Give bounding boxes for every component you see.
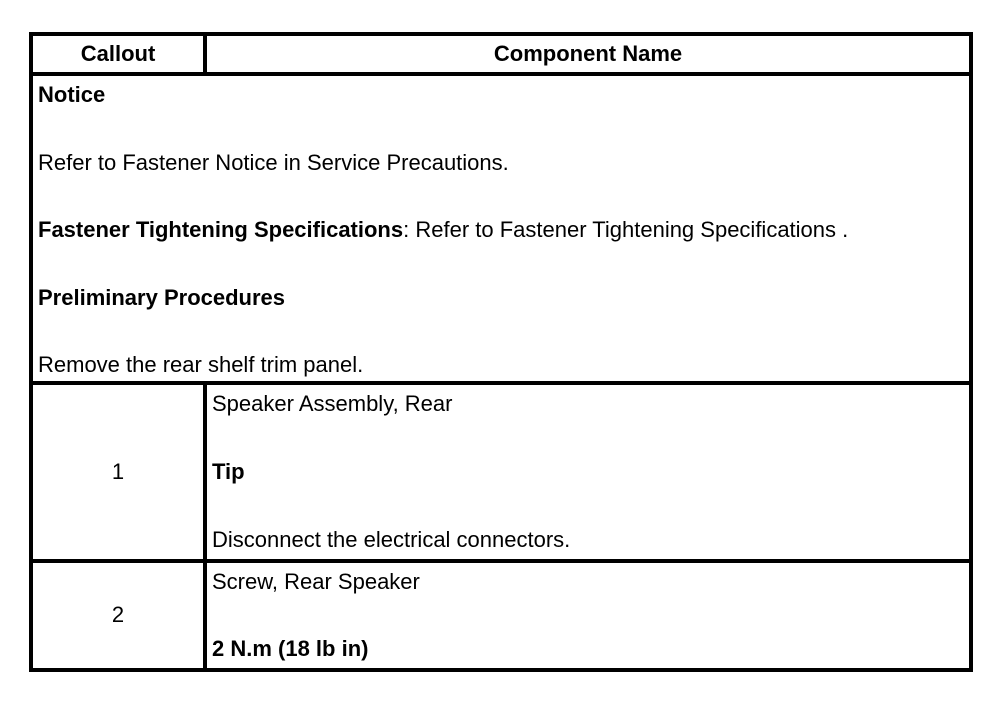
callout-number: 2 bbox=[31, 561, 205, 671]
tip-text: Disconnect the electrical connectors. bbox=[212, 526, 571, 552]
component-cell bbox=[205, 561, 971, 671]
fastener-spec-colon: : bbox=[403, 217, 410, 243]
tip-label: Tip bbox=[212, 458, 245, 484]
fastener-spec-line bbox=[38, 211, 969, 279]
preliminary-title: Preliminary Procedures bbox=[38, 284, 286, 310]
table-row bbox=[31, 561, 971, 671]
component-cell bbox=[205, 383, 971, 560]
component-table bbox=[29, 32, 973, 672]
component-name: Speaker Assembly, Rear bbox=[212, 391, 453, 417]
table-row bbox=[31, 383, 971, 560]
preliminary-text: Remove the rear shelf trim panel. bbox=[38, 352, 364, 378]
notice-cell bbox=[31, 74, 971, 383]
header-row bbox=[31, 34, 971, 74]
notice-refer-text: Refer to Fastener Notice in Service Precautions. bbox=[38, 149, 509, 175]
component-name-header: Component Name bbox=[205, 34, 971, 74]
notice-title: Notice bbox=[38, 82, 106, 107]
callout-number: 1 bbox=[31, 383, 205, 560]
fastener-spec-label: Fastener Tightening Specifications bbox=[38, 217, 404, 243]
notice-row bbox=[31, 74, 971, 383]
fastener-spec-text: Refer to Fastener Tightening Specifications . bbox=[409, 217, 849, 243]
torque-spec: 2 N.m (18 lb in) bbox=[212, 636, 369, 662]
callout-header: Callout bbox=[31, 34, 205, 74]
component-name: Screw, Rear Speaker bbox=[212, 568, 420, 594]
